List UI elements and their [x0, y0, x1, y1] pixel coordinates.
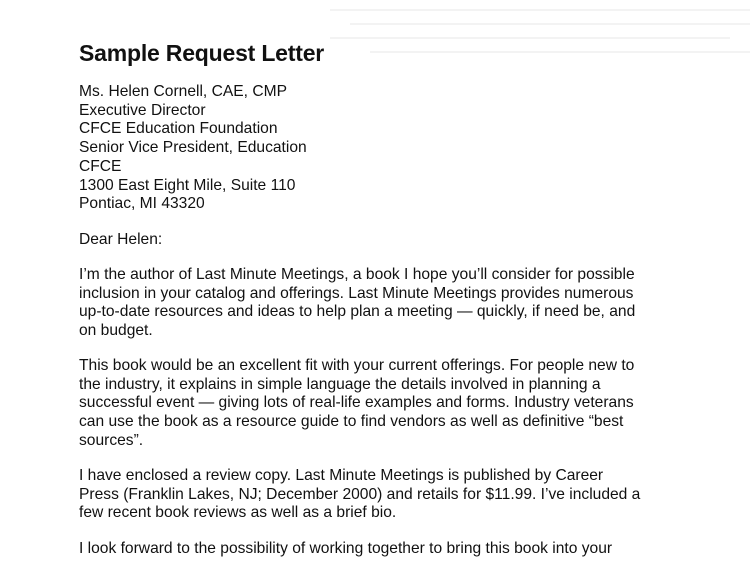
- paragraph-line: inclusion in your catalog and offerings. Last Minute Meetings provides numerous: [79, 284, 634, 302]
- paragraph-line: up-to-date resources and ideas to help plan a meeting — quickly, if need be, and: [79, 303, 636, 321]
- body-paragraph: [79, 266, 679, 341]
- document-title: Sample Request Letter: [79, 40, 325, 66]
- paragraph-line: on budget.: [79, 322, 153, 340]
- address-line: Executive Director: [79, 101, 206, 119]
- address-line: 1300 East Eight Mile, Suite 110: [79, 176, 296, 194]
- paragraph-line: successful event — giving lots of real-life examples and forms. Industry veterans: [79, 394, 634, 412]
- paragraph-line: sources”.: [79, 431, 144, 449]
- paragraph-line: can use the book as a resource guide to find vendors as well as definitive “best: [79, 413, 624, 431]
- paragraph-line: This book would be an excellent fit with your current offerings. For people new to: [79, 357, 635, 374]
- background-watermark: [330, 0, 750, 70]
- paragraph-line: I look forward to the possibility of working together to bring this book into your: [79, 540, 613, 557]
- salutation: Dear Helen:: [79, 231, 163, 248]
- paragraph-line: Press (Franklin Lakes, NJ; December 2000) and retails for $11.99. I’ve included a: [79, 485, 641, 503]
- paragraph-line: the industry, it explains in simple language the details involved in planning a: [79, 375, 601, 393]
- address-line: Senior Vice President, Education: [79, 139, 307, 157]
- body-paragraph: [79, 357, 679, 451]
- address-line: Ms. Helen Cornell, CAE, CMP: [79, 83, 287, 100]
- recipient-address: [79, 83, 679, 214]
- paragraph-line: I’m the author of Last Minute Meetings, a book I hope you’ll consider for possible: [79, 266, 635, 283]
- body-paragraph: [79, 540, 679, 559]
- paragraph-line: few recent book reviews as well as a brief bio.: [79, 504, 397, 522]
- address-line: CFCE: [79, 157, 122, 175]
- address-line: CFCE Education Foundation: [79, 120, 278, 138]
- paragraph-line: I have enclosed a review copy. Last Minute Meetings is published by Career: [79, 467, 604, 484]
- address-line: Pontiac, MI 43320: [79, 195, 205, 213]
- body-paragraph: [79, 467, 679, 523]
